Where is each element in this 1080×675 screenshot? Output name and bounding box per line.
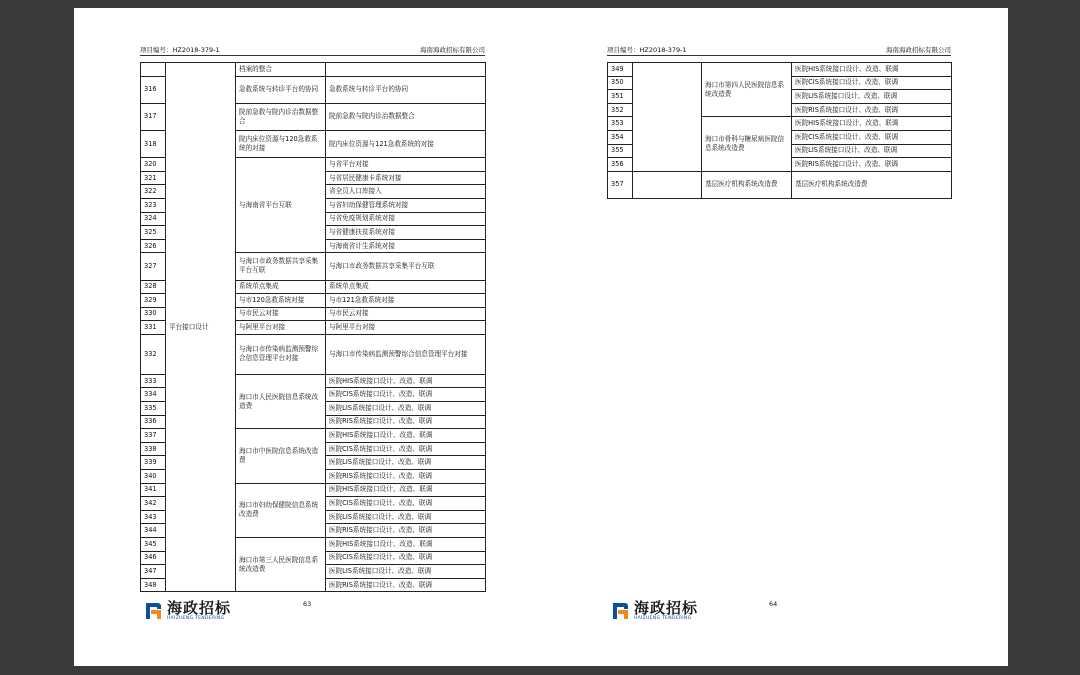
content-cell: 医院CIS系统接口设计、改造、联调 [326, 442, 486, 456]
logo-name-cn: 海政招标 [167, 599, 232, 617]
row-number-cell: 350 [608, 76, 633, 90]
content-cell: 医院LIS系统接口设计、改造、联调 [792, 144, 952, 158]
content-cell: 医院HIS系统接口设计、改造、联调 [792, 117, 952, 131]
content-cell: 医院RIS系统接口设计、改造、联调 [792, 103, 952, 117]
table-row [141, 63, 486, 77]
item-cell: 系统单点集成 [236, 280, 326, 294]
content-cell: 医院LIS系统接口设计、改造、联调 [326, 565, 486, 579]
content-cell: 医院LIS系统接口设计、改造、联调 [326, 402, 486, 416]
content-cell: 医院RIS系统接口设计、改造、联调 [326, 578, 486, 592]
row-number-cell: 351 [608, 90, 633, 104]
row-number-cell: 338 [141, 442, 166, 456]
item-cell: 与海口市政务数据共享采集平台互联 [236, 253, 326, 280]
item-cell: 急救系统与转诊平台的协同 [236, 76, 326, 103]
item-cell: 海口市第四人民医院信息系统改造费 [702, 63, 792, 117]
row-number-cell: 331 [141, 321, 166, 335]
content-cell: 与省妇幼保健管理系统对接 [326, 198, 486, 212]
item-table [140, 62, 486, 592]
page-number: 64 [769, 600, 778, 608]
company-name: 海南海政招标有限公司 [420, 46, 485, 54]
content-cell: 与海南省计生系统对接 [326, 239, 486, 253]
row-number-cell: 333 [141, 374, 166, 388]
content-cell: 医院RIS系统接口设计、改造、联调 [326, 415, 486, 429]
row-number-cell: 332 [141, 334, 166, 374]
content-cell: 与海口市政务数据共享采集平台互联 [326, 253, 486, 280]
content-cell [326, 63, 486, 77]
item-cell: 院前急救与院内诊治数据整合 [236, 103, 326, 130]
row-number-cell: 325 [141, 226, 166, 240]
row-number-cell: 324 [141, 212, 166, 226]
content-cell: 医院HIS系统接口设计、改造、联调 [326, 538, 486, 552]
page-number: 63 [303, 600, 312, 608]
company-logo [142, 600, 231, 622]
row-number-cell: 349 [608, 63, 633, 77]
row-number-cell: 345 [141, 538, 166, 552]
row-number-cell: 355 [608, 144, 633, 158]
row-number-cell: 337 [141, 429, 166, 443]
row-number-cell: 329 [141, 294, 166, 308]
row-number-cell: 330 [141, 307, 166, 321]
row-number-cell: 342 [141, 497, 166, 511]
item-cell: 与阿里平台对接 [236, 321, 326, 335]
row-number-cell: 321 [141, 171, 166, 185]
item-cell: 基层医疗机构系统改造费 [702, 171, 792, 198]
row-number-cell: 316 [141, 76, 166, 103]
row-number-cell: 320 [141, 158, 166, 172]
row-number-cell: 343 [141, 510, 166, 524]
row-number-cell: 335 [141, 402, 166, 416]
content-cell: 与省免疫规划系统对接 [326, 212, 486, 226]
document-page-left [74, 8, 541, 666]
item-cell: 与海口市传染病监测预警综合信息管理平台对接 [236, 334, 326, 374]
content-cell: 医院LIS系统接口设计、改造、联调 [326, 510, 486, 524]
row-number-cell: 340 [141, 470, 166, 484]
content-cell: 医院RIS系统接口设计、改造、联调 [326, 470, 486, 484]
table-row [608, 171, 952, 198]
item-cell: 与市120急救系统对接 [236, 294, 326, 308]
row-number-cell: 323 [141, 198, 166, 212]
row-number-cell: 326 [141, 239, 166, 253]
company-name: 海南海政招标有限公司 [886, 46, 951, 54]
row-number-cell: 347 [141, 565, 166, 579]
row-number-cell: 339 [141, 456, 166, 470]
category-cell [633, 171, 702, 198]
table-row [608, 63, 952, 77]
project-number: 项目编号：HZ2018-379-1 [140, 46, 220, 54]
content-cell: 医院HIS系统接口设计、改造、联调 [792, 63, 952, 77]
item-cell: 与海南省平台互联 [236, 158, 326, 253]
item-cell: 海口市骨科与糖尿病医院信息系统改造费 [702, 117, 792, 171]
logo-name-en: HAIZHENG TENDERING [167, 616, 225, 621]
row-number-cell: 322 [141, 185, 166, 199]
company-logo [609, 600, 698, 622]
item-cell: 档案的整合 [236, 63, 326, 77]
row-number-cell: 341 [141, 483, 166, 497]
item-cell: 海口市中医院信息系统改造费 [236, 429, 326, 483]
document-page-right [541, 8, 1008, 666]
logo-name-cn: 海政招标 [634, 599, 699, 617]
content-cell: 医院RIS系统接口设计、改造、联调 [326, 524, 486, 538]
row-number-cell: 327 [141, 253, 166, 280]
content-cell: 医院RIS系统接口设计、改造、联调 [792, 158, 952, 172]
content-cell: 医院HIS系统接口设计、改造、联调 [326, 429, 486, 443]
category-cell [633, 63, 702, 172]
logo-name-en: HAIZHENG TENDERING [634, 616, 692, 621]
logo-emblem-icon [142, 600, 164, 622]
content-cell: 医院CIS系统接口设计、改造、联调 [792, 76, 952, 90]
project-number: 项目编号：HZ2018-379-1 [607, 46, 687, 54]
row-number-cell: 356 [608, 158, 633, 172]
item-cell: 海口市人民医院信息系统改造费 [236, 374, 326, 428]
row-number-cell: 353 [608, 117, 633, 131]
content-cell: 与阿里平台对接 [326, 321, 486, 335]
content-cell: 院内床位资源与121急救系统的对接 [326, 130, 486, 157]
content-cell: 医院CIS系统接口设计、改造、联调 [792, 130, 952, 144]
item-table [607, 62, 952, 199]
content-cell: 医院CIS系统接口设计、改造、联调 [326, 551, 486, 565]
row-number-cell: 336 [141, 415, 166, 429]
row-number-cell: 357 [608, 171, 633, 198]
row-number-cell [141, 63, 166, 77]
category-cell: 平台接口设计 [166, 63, 236, 592]
content-cell: 医院LIS系统接口设计、改造、联调 [326, 456, 486, 470]
content-cell: 基层医疗机构系统改造费 [792, 171, 952, 198]
row-number-cell: 352 [608, 103, 633, 117]
content-cell: 与省健康扶贫系统对接 [326, 226, 486, 240]
content-cell: 省全员人口库接入 [326, 185, 486, 199]
page-header [607, 44, 951, 56]
content-cell: 与海口市传染病监测预警综合信息管理平台对接 [326, 334, 486, 374]
row-number-cell: 348 [141, 578, 166, 592]
row-number-cell: 346 [141, 551, 166, 565]
content-cell: 系统单点集成 [326, 280, 486, 294]
item-cell: 海口市第三人民医院信息系统改造费 [236, 538, 326, 592]
content-cell: 医院HIS系统接口设计、改造、联调 [326, 483, 486, 497]
content-cell: 医院HIS系统接口设计、改造、联调 [326, 374, 486, 388]
content-cell: 医院LIS系统接口设计、改造、联调 [792, 90, 952, 104]
row-number-cell: 318 [141, 130, 166, 157]
content-cell: 与省平台对接 [326, 158, 486, 172]
item-cell: 院内床位资源与120急救系统的对接 [236, 130, 326, 157]
content-cell: 医院CIS系统接口设计、改造、联调 [326, 388, 486, 402]
content-cell: 医院CIS系统接口设计、改造、联调 [326, 497, 486, 511]
row-number-cell: 344 [141, 524, 166, 538]
content-cell: 与市民云对接 [326, 307, 486, 321]
content-cell: 与市121急救系统对接 [326, 294, 486, 308]
row-number-cell: 317 [141, 103, 166, 130]
content-cell: 急救系统与转诊平台的协同 [326, 76, 486, 103]
content-cell: 院前急救与院内诊治数据整合 [326, 103, 486, 130]
item-cell: 与市民云对接 [236, 307, 326, 321]
row-number-cell: 328 [141, 280, 166, 294]
logo-emblem-icon [609, 600, 631, 622]
item-cell: 海口市妇幼保健院信息系统改造费 [236, 483, 326, 537]
row-number-cell: 354 [608, 130, 633, 144]
row-number-cell: 334 [141, 388, 166, 402]
page-header [140, 44, 485, 56]
content-cell: 与省居民健康卡系统对接 [326, 171, 486, 185]
